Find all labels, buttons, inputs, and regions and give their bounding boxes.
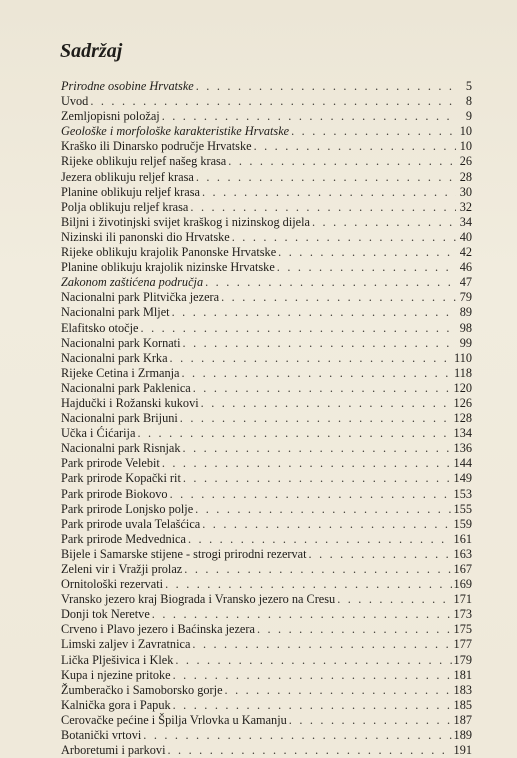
toc-entry-label: Kraško ili Dinarsko područje Hrvatske	[61, 139, 252, 154]
dot-leader	[170, 487, 452, 502]
toc-entry	[61, 170, 472, 185]
dot-leader	[277, 260, 456, 275]
toc-entry	[61, 305, 472, 320]
dot-leader	[165, 577, 451, 592]
dot-leader	[257, 622, 452, 637]
toc-entry	[61, 381, 472, 396]
dot-leader	[172, 305, 456, 320]
toc-entry	[61, 441, 472, 456]
dot-leader	[162, 456, 452, 471]
toc-entry-label: Lička Plješivica i Klek	[61, 652, 174, 667]
dot-leader	[170, 351, 452, 366]
toc-entry	[61, 562, 472, 577]
dot-leader	[196, 79, 456, 94]
toc-entry-label: Nacionalni park Mljet	[61, 305, 170, 320]
toc-page-number: 8	[465, 94, 472, 109]
dot-leader	[152, 607, 452, 622]
dot-leader	[291, 124, 456, 139]
dot-leader	[202, 517, 451, 532]
toc-entry	[61, 653, 472, 668]
toc-page-number: 163	[453, 546, 472, 561]
toc-section-heading	[61, 275, 472, 290]
toc-entry	[61, 290, 472, 305]
toc-entry-label: Park prirode Lonjsko polje	[61, 501, 194, 516]
toc-entry	[61, 336, 472, 351]
dot-leader	[90, 94, 456, 109]
toc-entry-label: Vransko jezero kraj Biograda i Vransko jezero na Cresu	[61, 592, 336, 607]
dot-leader	[228, 154, 456, 169]
toc-entry	[61, 200, 472, 215]
toc-entry-label: Nacionalni park Krka	[61, 350, 168, 365]
toc-page-number: 144	[453, 456, 472, 471]
toc-entry	[61, 215, 472, 230]
dot-leader	[193, 381, 452, 396]
toc-entry-label: Biljni i životinjski svijet kraškog i nizinskog dijela	[61, 214, 310, 229]
toc-page-number: 98	[459, 320, 472, 335]
toc-entry-label: Park prirode uvala Telašćica	[61, 516, 201, 531]
toc-entry	[61, 532, 472, 547]
toc-page-number: 10	[459, 124, 472, 139]
dot-leader	[225, 683, 452, 698]
dot-leader	[312, 215, 456, 230]
toc-page-number: 40	[459, 229, 472, 244]
toc-entry	[61, 366, 472, 381]
toc-page-number: 183	[453, 682, 472, 697]
toc-page-number: 149	[453, 471, 472, 486]
dot-leader	[337, 592, 451, 607]
dot-leader	[232, 230, 456, 245]
dot-leader	[168, 743, 452, 758]
dot-leader	[183, 336, 456, 351]
dot-leader	[289, 713, 452, 728]
toc-entry-label: Botanički vrtovi	[61, 728, 142, 743]
toc-page-number: 187	[453, 712, 472, 727]
toc-entry-label: Park prirode Kopački rit	[61, 471, 181, 486]
toc-entry	[61, 592, 472, 607]
toc-entry-label: Zakonom zaštićena područja	[61, 275, 204, 290]
toc-entry-label: Rijeke Cetina i Zrmanja	[61, 365, 180, 380]
toc-entry-label: Nacionalni park Plitvička jezera	[61, 290, 220, 305]
dot-leader	[254, 139, 456, 154]
dot-leader	[180, 411, 452, 426]
toc-entry	[61, 577, 472, 592]
dot-leader	[196, 170, 456, 185]
toc-entry-label: Žumberačko i Samoborsko gorje	[61, 682, 223, 697]
toc-section-heading	[61, 79, 472, 94]
toc-entry	[61, 502, 472, 517]
toc-page-number: 171	[453, 592, 472, 607]
toc-entry-label: Park prirode Biokovo	[61, 486, 168, 501]
toc-page-number: 26	[459, 154, 472, 169]
toc-page-number: 34	[459, 214, 472, 229]
dot-leader	[184, 562, 451, 577]
toc-entry-label: Crveno i Plavo jezero i Baćinska jezera	[61, 622, 255, 637]
dot-leader	[192, 637, 451, 652]
toc-entry-label: Cerovačke pećine i Špilja Vrlovka u Kamanju	[61, 712, 287, 727]
toc-entry-label: Park prirode Medvednica	[61, 531, 186, 546]
toc-entry-label: Nizinski ili panonski dio Hrvatske	[61, 229, 230, 244]
toc-page-number: 47	[459, 275, 472, 290]
toc-entry-label: Bijele i Samarske stijene - strogi prirodni rezervat	[61, 546, 307, 561]
toc-entry	[61, 637, 472, 652]
toc-entry-label: Elafitsko otočje	[61, 320, 139, 335]
toc-page-number: 126	[453, 395, 472, 410]
dot-leader	[188, 532, 452, 547]
toc-entry	[61, 230, 472, 245]
dot-leader	[183, 471, 452, 486]
toc-page-number: 89	[459, 305, 472, 320]
toc-entry	[61, 154, 472, 169]
toc-page-number: 169	[453, 577, 472, 592]
toc-entry-label: Planine oblikuju krajolik nizinske Hrvatske	[61, 260, 275, 275]
dot-leader	[175, 653, 451, 668]
toc-entry	[61, 743, 472, 758]
toc-entry-label: Polja oblikuju reljef krasa	[61, 199, 189, 214]
dot-leader	[202, 185, 456, 200]
toc-entry	[61, 698, 472, 713]
toc-entry-label: Zeleni vir i Vražji prolaz	[61, 562, 183, 576]
toc-entry	[61, 547, 472, 562]
toc-page-number: 173	[453, 607, 472, 622]
dot-leader	[201, 396, 452, 411]
toc-entry	[61, 471, 472, 486]
toc-entry-label: Kupa i njezine pritoke	[61, 667, 171, 682]
toc-page-number: 79	[459, 290, 472, 305]
toc-entry-label: Nacionalni park Paklenica	[61, 380, 191, 395]
toc-entry	[61, 396, 472, 411]
toc-entry-label: Planine oblikuju reljef krasa	[61, 184, 200, 199]
toc-page-number: 46	[459, 260, 472, 275]
toc-entry-label: Arboretumi i parkovi	[61, 743, 166, 758]
toc-entry-label: Kalnička gora i Papuk	[61, 697, 171, 712]
toc-entry	[61, 245, 472, 260]
toc-page-number: 179	[453, 652, 472, 667]
toc-page-number: 167	[453, 562, 472, 576]
toc-entry-label: Park prirode Velebit	[61, 456, 160, 471]
toc-entry	[61, 321, 472, 336]
toc-entry	[61, 622, 472, 637]
toc-page-number: 189	[453, 728, 472, 743]
dot-leader	[183, 441, 452, 456]
dot-leader	[173, 668, 452, 683]
toc-entry	[61, 139, 472, 154]
toc-entry	[61, 260, 472, 275]
dot-leader	[205, 275, 456, 290]
toc-page-number: 9	[465, 109, 472, 124]
toc-page-number: 155	[453, 501, 472, 516]
dot-leader	[182, 366, 453, 381]
toc-entry	[61, 411, 472, 426]
toc-entry	[61, 487, 472, 502]
toc-page-number: 134	[453, 426, 472, 441]
toc-entry-label: Donji tok Neretve	[61, 607, 150, 622]
toc-entry-label: Zemljopisni položaj	[61, 109, 160, 124]
toc-page-number: 118	[454, 365, 472, 380]
toc-page-number: 110	[454, 350, 472, 365]
dot-leader	[221, 290, 456, 305]
toc-entry-label: Limski zaljev i Zavratnica	[61, 637, 191, 652]
toc-page-number: 10	[459, 139, 472, 154]
toc-page-number: 128	[453, 411, 472, 426]
toc-page-number: 5	[465, 79, 472, 93]
dot-leader	[137, 426, 451, 441]
toc-entry-label: Nacionalni park Kornati	[61, 335, 181, 350]
toc-page-number: 42	[459, 245, 472, 260]
toc-page-number: 30	[459, 184, 472, 199]
toc-entry-label: Nacionalni park Brijuni	[61, 411, 178, 426]
toc-section-heading	[61, 124, 472, 139]
toc-page-number: 99	[459, 335, 472, 350]
dot-leader	[195, 502, 451, 517]
table-of-contents	[61, 79, 472, 758]
toc-page-number: 159	[453, 516, 472, 531]
toc-entry-label: Nacionalni park Risnjak	[61, 441, 181, 456]
toc-page-number: 32	[459, 199, 472, 214]
toc-page-number: 191	[453, 743, 472, 758]
toc-entry	[61, 728, 472, 743]
page-title: Sadržaj	[60, 40, 123, 62]
dot-leader	[162, 109, 456, 124]
toc-page-number: 120	[453, 380, 472, 395]
toc-entry	[61, 456, 472, 471]
toc-page-number: 181	[453, 667, 472, 682]
toc-page-number: 28	[459, 169, 472, 184]
toc-page-number: 175	[453, 622, 472, 637]
toc-entry-label: Učka i Ćićarija	[61, 426, 136, 441]
toc-entry	[61, 517, 472, 532]
toc-page-number: 153	[453, 486, 472, 501]
dot-leader	[190, 200, 456, 215]
toc-entry	[61, 351, 472, 366]
toc-entry-label: Ornitološki rezervati	[61, 577, 164, 592]
toc-entry-label: Prirodne osobine Hrvatske	[61, 79, 194, 93]
toc-entry-label: Geološke i morfološke karakteristike Hrvatske	[61, 124, 290, 139]
toc-page-number: 185	[453, 697, 472, 712]
toc-entry-label: Uvod	[61, 94, 89, 109]
dot-leader	[141, 321, 456, 336]
dot-leader	[143, 728, 451, 743]
toc-entry-label: Jezera oblikuju reljef krasa	[61, 169, 194, 184]
dot-leader	[309, 547, 452, 562]
toc-entry-label: Rijeke oblikuju reljef našeg krasa	[61, 154, 227, 169]
toc-entry	[61, 94, 472, 109]
toc-entry	[61, 185, 472, 200]
dot-leader	[278, 245, 456, 260]
toc-entry	[61, 668, 472, 683]
toc-entry	[61, 683, 472, 698]
dot-leader	[173, 698, 452, 713]
toc-entry	[61, 607, 472, 622]
toc-page-number: 136	[453, 441, 472, 456]
toc-page-number: 177	[453, 637, 472, 652]
toc-entry-label: Hajdučki i Rožanski kukovi	[61, 395, 199, 410]
toc-entry-label: Rijeke oblikuju krajolik Panonske Hrvatske	[61, 245, 277, 260]
toc-entry	[61, 713, 472, 728]
toc-page-number: 161	[453, 531, 472, 546]
toc-entry	[61, 426, 472, 441]
toc-entry	[61, 109, 472, 124]
